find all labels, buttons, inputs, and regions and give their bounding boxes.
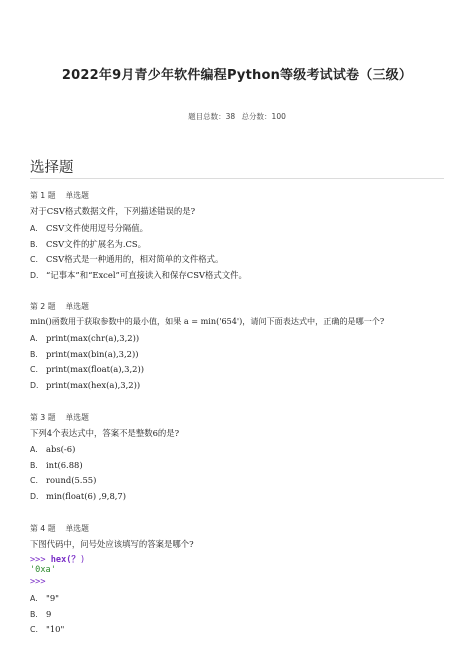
question-type: 单选题 <box>65 524 89 533</box>
question-1-option-a[interactable] <box>30 222 148 234</box>
exam-stats <box>0 111 474 122</box>
section-title: 选择题 <box>30 160 74 176</box>
question-number: 第 4 题 <box>30 524 56 533</box>
question-3-option-d[interactable] <box>30 491 126 501</box>
code-close-paren: ) <box>80 555 86 565</box>
question-number: 第 1 题 <box>30 191 56 200</box>
code-argument-placeholder: ？ <box>71 555 81 565</box>
question-1-option-c[interactable] <box>30 253 223 265</box>
option-letter: B. <box>30 240 38 249</box>
question-3-option-c[interactable] <box>30 475 96 485</box>
total-questions: 题目总数：38 <box>188 112 236 121</box>
option-letter: D. <box>30 492 39 501</box>
question-2-option-d[interactable] <box>30 380 140 390</box>
question-4-option-c[interactable] <box>30 624 64 634</box>
option-text: "10" <box>46 624 65 634</box>
option-letter: C. <box>30 365 38 374</box>
question-2-header <box>30 301 89 312</box>
option-letter: B. <box>30 350 38 359</box>
option-text: print(max(bin(a),3,2)) <box>46 349 139 359</box>
python-prompt: >>> <box>30 555 46 565</box>
option-text: "9" <box>46 593 60 603</box>
question-type: 单选题 <box>65 413 89 422</box>
option-letter: D. <box>30 381 39 390</box>
option-letter: A. <box>30 334 38 343</box>
option-letter: B. <box>30 461 38 470</box>
question-4-header <box>30 523 89 534</box>
option-text: print(max(chr(a),3,2)) <box>46 333 140 343</box>
option-letter: A. <box>30 224 38 233</box>
option-letter: C. <box>30 255 38 264</box>
option-text: print(max(hex(a),3,2)) <box>46 380 141 390</box>
question-3-option-a[interactable] <box>30 444 75 454</box>
question-3-text: 下列4个表达式中，答案不是整数6的是? <box>30 428 180 438</box>
question-2-option-b[interactable] <box>30 349 138 359</box>
code-line-2 <box>30 565 56 575</box>
question-type: 单选题 <box>65 302 89 311</box>
option-text: print(max(float(a),3,2)) <box>46 364 145 374</box>
total-score: 总分数：100 <box>241 112 286 121</box>
question-3-header <box>30 412 89 423</box>
option-text: round(5.55) <box>46 475 97 485</box>
question-1-option-b[interactable] <box>30 238 146 250</box>
question-number: 第 3 题 <box>30 413 56 422</box>
option-text: 9 <box>46 609 52 619</box>
python-prompt: >>> <box>30 577 46 587</box>
question-1-text: 对于CSV格式数据文件，下列描述错误的是? <box>30 206 196 216</box>
option-text: CSV文件的扩展名为.CS。 <box>46 239 147 249</box>
question-type: 单选题 <box>65 191 89 200</box>
option-letter: A. <box>30 594 38 603</box>
question-4-option-a[interactable] <box>30 593 59 603</box>
option-letter: C. <box>30 476 38 485</box>
option-text: “记事本”和“Excel”可直接读入和保存CSV格式文件。 <box>46 270 247 280</box>
option-text: min(float(6) ,9,8,7) <box>46 491 127 501</box>
option-letter: C. <box>30 625 38 634</box>
question-2-option-c[interactable] <box>30 364 144 374</box>
question-4-option-b[interactable] <box>30 609 51 619</box>
question-number: 第 2 题 <box>30 302 56 311</box>
option-letter: D. <box>30 271 39 280</box>
question-1-option-d[interactable] <box>30 269 247 281</box>
code-line-1 <box>30 553 85 565</box>
question-2-option-a[interactable] <box>30 333 139 343</box>
section-divider <box>30 178 444 179</box>
question-3-option-b[interactable] <box>30 460 83 470</box>
code-line-3 <box>30 577 46 587</box>
option-letter: A. <box>30 445 38 454</box>
option-letter: B. <box>30 610 38 619</box>
question-4-text: 下图代码中，问号处应该填写的答案是哪个? <box>30 539 194 549</box>
option-text: CSV格式是一种通用的，相对简单的文件格式。 <box>46 254 224 264</box>
question-2-text: min()函数用于获取参数中的最小值，如果 a = min('654')，请问下面表达式中，正确的是哪一个? <box>30 316 385 326</box>
exam-title: 2022年9月青少年软件编程Python等级考试试卷（三级） <box>61 68 413 83</box>
code-function-call: hex( <box>50 555 72 565</box>
code-output: '0xa' <box>30 565 56 575</box>
question-1-header <box>30 190 89 201</box>
option-text: abs(-6) <box>46 444 76 454</box>
option-text: CSV文件使用逗号分隔值。 <box>46 223 148 233</box>
option-text: int(6.88) <box>46 460 83 470</box>
